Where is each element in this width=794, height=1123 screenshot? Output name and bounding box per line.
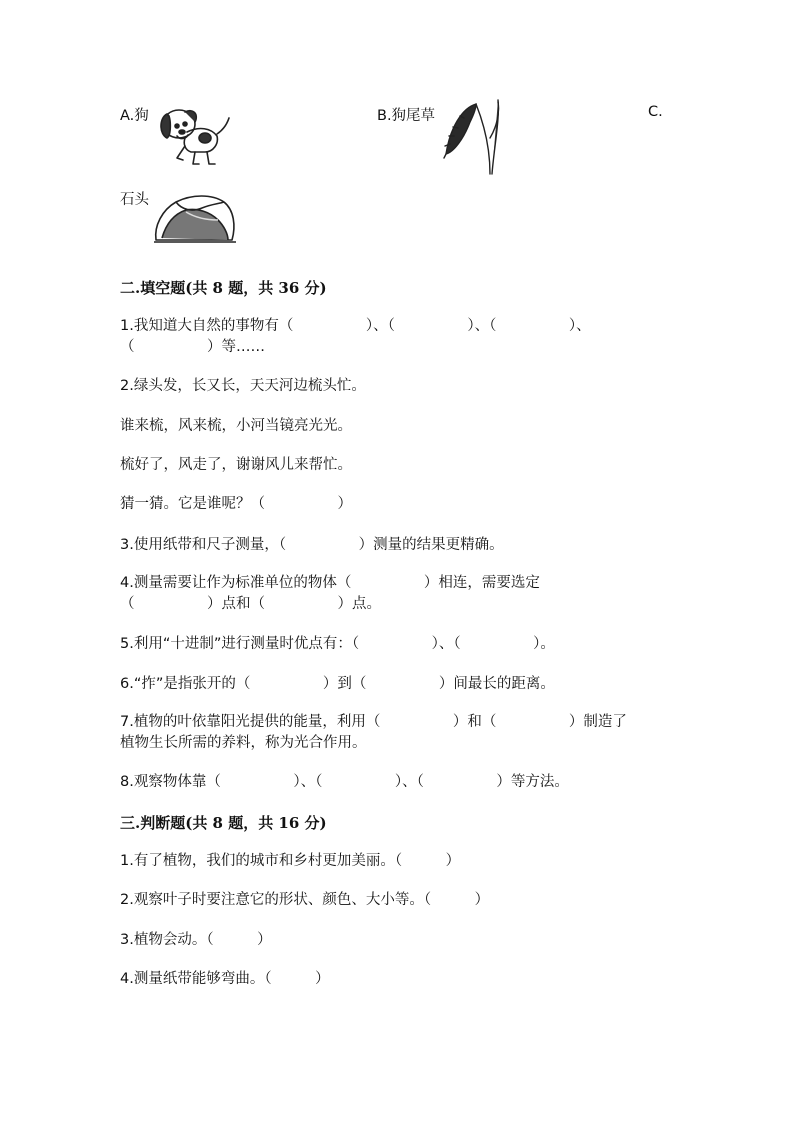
foxtail-grass-icon: [440, 98, 506, 176]
q2-4-line-2: （ ）点和（ ）点。: [120, 596, 381, 612]
q3-3: 3.植物会动。（ ）: [120, 932, 272, 948]
q2-2-line-1: 2.绿头发，长又长，天天河边梳头忙。: [120, 378, 366, 394]
option-a-label: A.狗: [120, 108, 149, 124]
dog-icon: [155, 100, 233, 170]
q2-6: 6.“拃”是指张开的（ ）到（ ）间最长的距离。: [120, 676, 555, 692]
q2-7-line-2: 植物生长所需的养料，称为光合作用。: [120, 735, 367, 751]
q3-2: 2.观察叶子时要注意它的形状、颜色、大小等。（ ）: [120, 892, 490, 908]
option-c-label: C.: [648, 104, 663, 120]
q3-4: 4.测量纸带能够弯曲。（ ）: [120, 971, 330, 987]
q2-8: 8.观察物体靠（ ）、（ ）、（ ）等方法。: [120, 774, 569, 790]
stone-icon: [152, 190, 238, 246]
q3-1: 1.有了植物，我们的城市和乡村更加美丽。（ ）: [120, 853, 461, 869]
q2-1-line-2: （ ）等……: [120, 339, 265, 355]
section-3-heading: 三.判断题(共 8 题，共 16 分): [120, 814, 327, 832]
section-2-heading: 二.填空题(共 8 题，共 36 分): [120, 279, 327, 297]
q2-4-line-1: 4.测量需要让作为标准单位的物体（ ）相连，需要选定: [120, 575, 540, 591]
q2-2-line-4: 猜一猜。它是谁呢？（ ）: [120, 496, 352, 512]
q2-3: 3.使用纸带和尺子测量，（ ）测量的结果更精确。: [120, 537, 504, 553]
q2-2-line-3: 梳好了，风走了，谢谢风儿来帮忙。: [120, 457, 352, 473]
q2-7-line-1: 7.植物的叶依靠阳光提供的能量，利用（ ）和（ ）制造了: [120, 714, 627, 730]
q2-5: 5.利用“十进制”进行测量时优点有：（ ）、（ ）。: [120, 636, 555, 652]
q2-1-line-1: 1.我知道大自然的事物有（ ）、（ ）、（ ）、: [120, 318, 591, 334]
option-b-label: B.狗尾草: [377, 108, 436, 124]
option-c-name: 石头: [120, 192, 149, 208]
q2-2-line-2: 谁来梳，风来梳，小河当镜亮光光。: [120, 418, 352, 434]
